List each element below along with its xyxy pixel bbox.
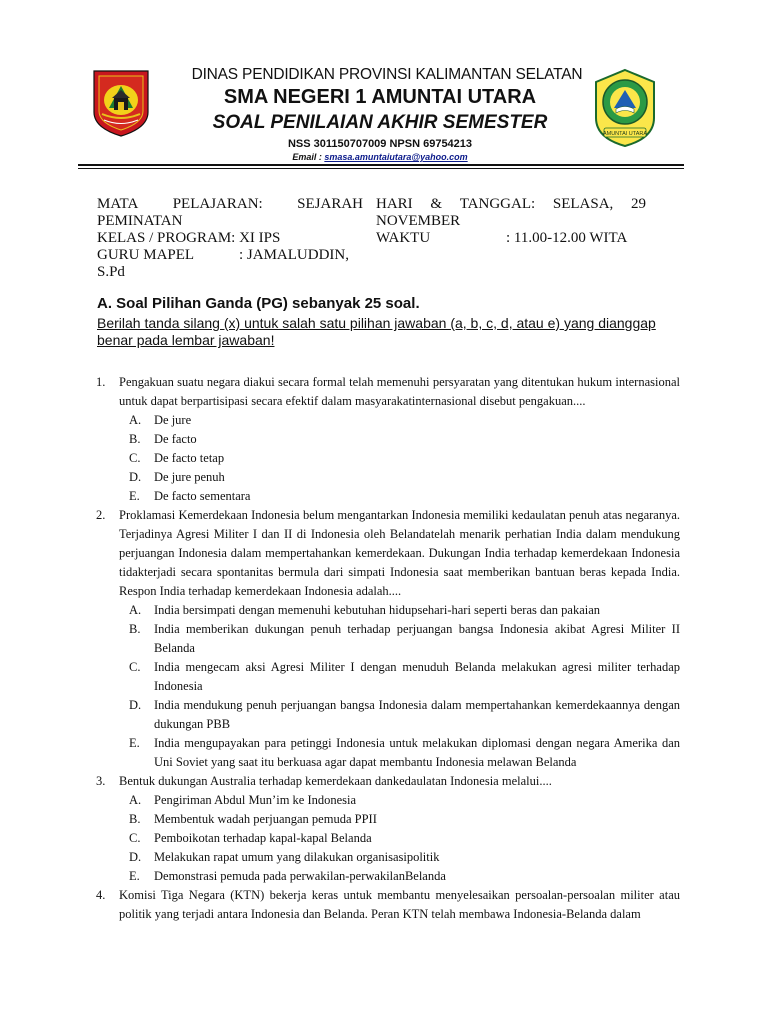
time-value: : 11.00-12.00 WITA bbox=[506, 230, 628, 246]
answer-option bbox=[119, 829, 680, 848]
subject-label-1: MATA bbox=[97, 196, 139, 212]
teacher-value-2: S.Pd bbox=[97, 264, 125, 280]
date-value-1: SELASA, bbox=[552, 196, 614, 212]
provincial-shield-logo bbox=[90, 68, 152, 138]
answer-option bbox=[119, 430, 680, 449]
teacher-value: : JAMALUDDIN, bbox=[239, 247, 349, 263]
question-list bbox=[96, 373, 680, 924]
question-number: 2. bbox=[96, 508, 106, 522]
header-divider bbox=[78, 164, 684, 166]
option-text: India mengecam aksi Agresi Militer I dengan menuduh Belanda melakukan agresi militer terhadap Indonesia bbox=[154, 660, 680, 693]
option-letter: D. bbox=[129, 850, 142, 864]
answer-option bbox=[119, 411, 680, 430]
question-number: 4. bbox=[96, 888, 106, 902]
question-number: 1. bbox=[96, 375, 106, 389]
option-text: Melakukan rapat umum yang dilakukan organisasipolitik bbox=[154, 850, 440, 864]
option-text: India mendukung penuh perjuangan bangsa Indonesia dalam mempertahankan kemerdekaannya dengan dukungan PBB bbox=[154, 698, 680, 731]
option-text: India bersimpati dengan memenuhi kebutuhan hidupsehari-hari seperti beras dan pakaian bbox=[154, 603, 601, 617]
option-text: De jure penuh bbox=[154, 470, 225, 484]
date-label-3: TANGGAL: bbox=[459, 196, 536, 212]
exam-info-right bbox=[376, 196, 646, 247]
subject-value-2: PEMINATAN bbox=[97, 213, 183, 229]
section-instruction: Berilah tanda silang (x) untuk salah satu pilihan jawaban (a, b, c, d, atau e) yang dianggap benar pada lembar jawaban! bbox=[97, 315, 656, 348]
option-text: De facto sementara bbox=[154, 489, 251, 503]
teacher-label: GURU MAPEL bbox=[97, 247, 195, 263]
option-text: De facto tetap bbox=[154, 451, 225, 465]
question-item bbox=[96, 886, 680, 924]
option-text: De jure bbox=[154, 413, 192, 427]
date-label-2: & bbox=[430, 196, 443, 212]
section-a bbox=[97, 295, 687, 349]
option-letter: D. bbox=[129, 470, 142, 484]
option-letter: A. bbox=[129, 413, 142, 427]
question-item bbox=[96, 772, 680, 886]
letterhead bbox=[150, 66, 610, 163]
option-letter: B. bbox=[129, 432, 141, 446]
question-text: Bentuk dukungan Australia terhadap kemerdekaan dankedaulatan Indonesia melalui.... bbox=[119, 774, 552, 788]
option-letter: D. bbox=[129, 698, 142, 712]
option-text: Membentuk wadah perjuangan pemuda PPII bbox=[154, 812, 377, 826]
subject-value-1: SEJARAH bbox=[297, 196, 363, 212]
question-item bbox=[96, 506, 680, 772]
answer-option bbox=[119, 468, 680, 487]
option-letter: E. bbox=[129, 736, 140, 750]
section-label: A. bbox=[97, 295, 112, 312]
section-title bbox=[97, 295, 687, 313]
answer-option bbox=[119, 867, 680, 886]
answer-option bbox=[119, 620, 680, 658]
section-title-text: Soal Pilihan Ganda (PG) sebanyak 25 soal. bbox=[116, 295, 420, 312]
option-letter: E. bbox=[129, 489, 140, 503]
option-text: India mengupayakan para petinggi Indonesia untuk melakukan diplomasi dengan negara Amerika dan Uni Soviet yang saat itu berkuasa agar dapat membantu Indonesia melawan Belanda bbox=[154, 736, 680, 769]
answer-option bbox=[119, 810, 680, 829]
answer-option bbox=[119, 601, 680, 620]
option-text: Demonstrasi pemuda pada perwakilan-perwakilanBelanda bbox=[154, 869, 446, 883]
option-letter: C. bbox=[129, 451, 141, 465]
answer-option bbox=[119, 791, 680, 810]
time-line bbox=[376, 230, 646, 247]
school-name: SMA NEGERI 1 AMUNTAI UTARA bbox=[223, 86, 537, 108]
answer-option bbox=[119, 449, 680, 468]
subject-label-2: PELAJARAN: bbox=[172, 196, 263, 212]
subject-line bbox=[97, 196, 363, 213]
option-letter: B. bbox=[129, 812, 141, 826]
agency-name: DINAS PENDIDIKAN PROVINSI KALIMANTAN SELATAN bbox=[191, 66, 583, 83]
nss-npsn: NSS 301150707009 NPSN 69754213 bbox=[287, 138, 473, 150]
option-letter: C. bbox=[129, 660, 141, 674]
answer-option bbox=[119, 734, 680, 772]
option-letter: C. bbox=[129, 831, 141, 845]
option-list bbox=[119, 411, 680, 506]
date-label-1: HARI bbox=[376, 196, 413, 212]
exam-info-left bbox=[97, 196, 363, 281]
date-value-2: 29 bbox=[631, 196, 646, 212]
option-letter: A. bbox=[129, 603, 142, 617]
date-value-3: NOVEMBER bbox=[376, 213, 461, 229]
option-text: Pengiriman Abdul Mun’im ke Indonesia bbox=[154, 793, 357, 807]
logo-text: AMUNTAI UTARA bbox=[602, 131, 648, 137]
email-label: Email : bbox=[292, 152, 325, 162]
answer-option bbox=[119, 848, 680, 867]
option-letter: B. bbox=[129, 622, 141, 636]
option-letter: E. bbox=[129, 869, 140, 883]
question-text: Pengakuan suatu negara diakui secara formal telah memenuhi persyaratan yang ditentukan hukum internasional untuk dapat berpartisipasi secara efektif dalam masyarakatinternasional disebut pengakuan.... bbox=[119, 375, 680, 408]
email-line bbox=[150, 151, 610, 163]
option-text: Pemboikotan terhadap kapal-kapal Belanda bbox=[154, 831, 372, 845]
exam-title: SOAL PENILAIAN AKHIR SEMESTER bbox=[212, 112, 548, 133]
email-link[interactable]: smasa.amuntaiutara@yahoo.com bbox=[324, 152, 468, 162]
answer-option bbox=[119, 658, 680, 696]
question-text: Komisi Tiga Negara (KTN) bekerja keras untuk membantu menyelesaikan persoalan-persoalan militer atau politik yang terjadi antara Indonesia dan Belanda. Peran KTN telah membawa Indonesia-Belanda dalam bbox=[119, 888, 680, 921]
time-label: WAKTU bbox=[376, 230, 431, 246]
option-text: India memberikan dukungan penuh terhadap perjuangan bangsa Indonesia akibat Agresi Militer II Belanda bbox=[154, 622, 680, 655]
question-text: Proklamasi Kemerdekaan Indonesia belum mengantarkan Indonesia memiliki kedaulatan penuh atas negaranya. Terjadinya Agresi Militer I dan II di Indonesia oleh Belandatelah menarik perhatian India dalam mendukung perjuangan Indonesia dalam mempertahankan kemerdekaan. Dukungan India terhadap kemerdekaan Indonesia tidakterjadi secara spontanitas bermula dari simpati Indonesia saat memberikan bantuan beras kepada India. Respon India terhadap kemerdekaan Indonesia adalah.... bbox=[119, 508, 680, 598]
header-divider-thin bbox=[78, 168, 684, 169]
date-line bbox=[376, 196, 646, 213]
class-program: KELAS / PROGRAM: XI IPS bbox=[97, 230, 281, 246]
option-list bbox=[119, 601, 680, 772]
answer-option bbox=[119, 696, 680, 734]
question-number: 3. bbox=[96, 774, 106, 788]
option-letter: A. bbox=[129, 793, 142, 807]
teacher-line bbox=[97, 247, 363, 264]
option-text: De facto bbox=[154, 432, 197, 446]
option-list bbox=[119, 791, 680, 886]
answer-option bbox=[119, 487, 680, 506]
question-item bbox=[96, 373, 680, 506]
